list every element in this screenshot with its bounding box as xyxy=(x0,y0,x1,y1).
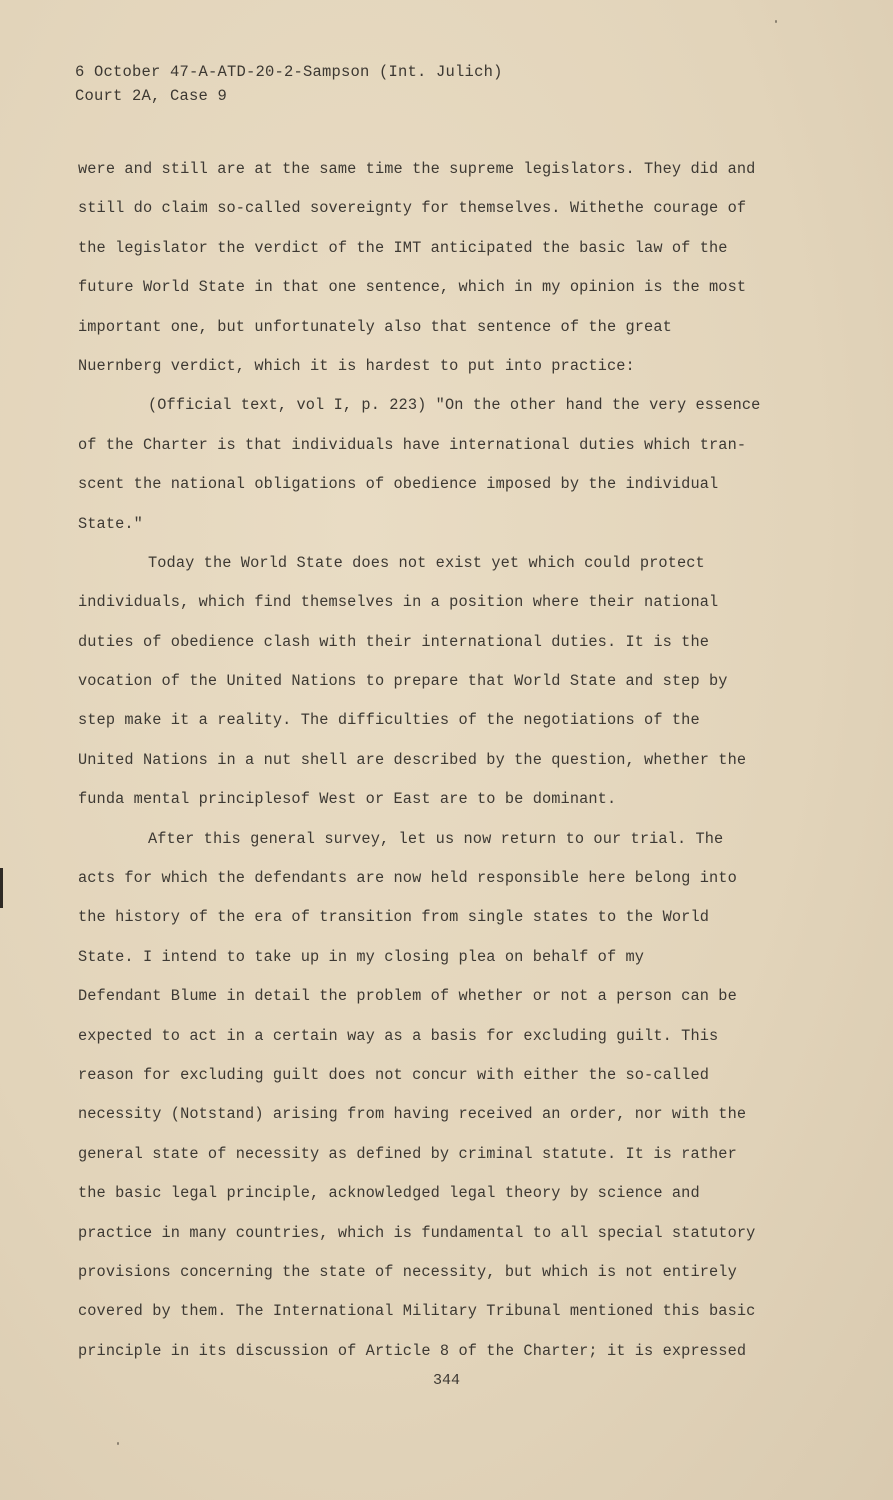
text-line: future World State in that one sentence, which in my opinion is the most xyxy=(78,278,747,297)
text-line: the history of the era of transition from single states to the World xyxy=(78,908,710,927)
text-line: reason for excluding guilt does not concur with either the so-called xyxy=(78,1065,710,1084)
text-line: duties of obedience clash with their international duties. It is the xyxy=(78,632,710,651)
text-line: United Nations in a nut shell are described by the question, whether the xyxy=(78,750,747,769)
text-line: vocation of the United Nations to prepare that World State and step by xyxy=(78,672,728,691)
document-header xyxy=(75,60,503,108)
text-line: step make it a reality. The difficulties of the negotiations of the xyxy=(78,711,700,730)
text-line: scent the national obligations of obedience imposed by the individual xyxy=(78,475,719,494)
text-line: general state of necessity as defined by criminal statute. It is rather xyxy=(78,1144,737,1163)
document-body xyxy=(78,150,798,1411)
page-edge-mark xyxy=(0,868,3,908)
text-line: individuals, which find themselves in a position where their national xyxy=(78,593,719,612)
page-number: 344 xyxy=(432,1372,460,1389)
text-line: provisions concerning the state of necessity, but which is not entirely xyxy=(78,1262,737,1281)
text-line: were and still are at the same time the supreme legislators. They did and xyxy=(78,160,756,178)
text-line: necessity (Notstand) arising from having received an order, nor with the xyxy=(78,1105,747,1124)
text-line: Today the World State does not exist yet which could protect xyxy=(148,553,705,572)
text-line: State." xyxy=(78,514,143,533)
header-line-date: 6 October 47-A-ATD-20-2-Sampson (Int. Julich) xyxy=(75,63,503,81)
paper-speck xyxy=(117,1442,119,1445)
text-line: still do claim so-called sovereignty for themselves. Withethe courage of xyxy=(78,199,747,218)
text-line: (Official text, vol I, p. 223) "On the other hand the very essence xyxy=(148,396,761,415)
text-line: acts for which the defendants are now held responsible here belong into xyxy=(78,869,737,888)
text-line: important one, but unfortunately also that sentence of the great xyxy=(78,317,672,336)
text-line: State. I intend to take up in my closing plea on behalf of my xyxy=(78,947,645,966)
text-line: Defendant Blume in detail the problem of whether or not a person can be xyxy=(78,987,737,1006)
text-line: practice in many countries, which is fundamental to all special statutory xyxy=(78,1223,756,1242)
paper-speck xyxy=(775,20,777,23)
text-line: the basic legal principle, acknowledged legal theory by science and xyxy=(78,1184,700,1203)
text-line: After this general survey, let us now return to our trial. The xyxy=(148,829,724,848)
text-line: the legislator the verdict of the IMT anticipated the basic law of the xyxy=(78,238,728,257)
text-line: Nuernberg verdict, which it is hardest to put into practice: xyxy=(78,356,635,375)
text-line: expected to act in a certain way as a basis for excluding guilt. This xyxy=(78,1026,719,1045)
text-line: of the Charter is that individuals have international duties which tran- xyxy=(78,435,747,454)
text-line: covered by them. The International Military Tribunal mentioned this basic xyxy=(78,1302,756,1321)
text-line: principle in its discussion of Article 8 of the Charter; it is expressed xyxy=(78,1341,747,1360)
header-line-court: Court 2A, Case 9 xyxy=(75,87,228,105)
text-line: funda mental principlesof West or East are to be dominant. xyxy=(78,790,617,809)
